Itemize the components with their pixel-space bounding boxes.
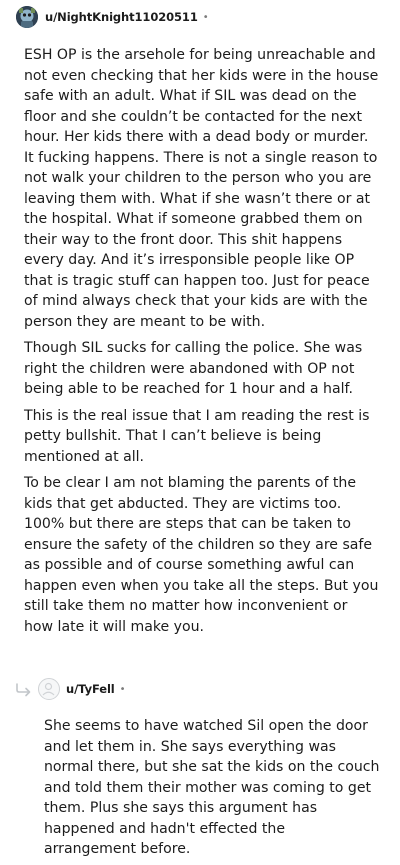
meta-separator: • xyxy=(202,11,209,23)
comment-paragraph: Though SIL sucks for calling the police. She was right the children were abandoned with OP not being able to be reached for 1 hour and a half. xyxy=(24,340,363,397)
comment-author[interactable]: u/NightKnight11020511 xyxy=(45,10,198,24)
reply-body xyxy=(44,716,380,860)
comment-paragraph: ESH OP is the arsehole for being unreachable and not even checking that her kids were in the house safe with an adult. What if SIL was dead on the floor and she couldn’t be contacted for the next hour. Her kids there with a dead body or murder. It fucking happens. There is not a single reason to not walk your children to the person who you are leaving them with. What if she wasn’t there or at the hospital. What if someone grabbed them on their way to the front door. This shit happens every day. And it’s irresponsible people like OP that is tragic stuff can happen too. Just for peace of mind always check that your kids are with the person they are meant to be with. xyxy=(24,47,379,330)
reply-header xyxy=(14,676,126,702)
reply-author[interactable]: u/TyFell xyxy=(66,682,115,696)
comment-body xyxy=(24,45,380,643)
meta-separator: • xyxy=(119,683,126,695)
comment-paragraph: To be clear I am not blaming the parents of the kids that get abducted. They are victims too. 100% but there are steps that can be taken to ensure the safety of the children so they are safe as possible and of course something awful can happen even when you take all the steps. But you still take them no matter how inconvenient or how late it will make you. xyxy=(24,475,379,635)
comment-header xyxy=(16,4,209,30)
reply-paragraph: She seems to have watched Sil open the door and let them in. She says everything was normal there, but she sat the kids on the couch and told them their mother was coming to get them. Plus she says this argument has happened and hadn't effected the arrangement before. xyxy=(44,718,380,857)
comment-paragraph: This is the real issue that I am reading the rest is petty bullshit. That I can’t believe is being mentioned at all. xyxy=(24,407,370,465)
reply-arrow-icon xyxy=(14,682,34,696)
snoo-avatar-icon[interactable] xyxy=(16,6,38,28)
default-avatar-icon[interactable] xyxy=(38,678,60,700)
